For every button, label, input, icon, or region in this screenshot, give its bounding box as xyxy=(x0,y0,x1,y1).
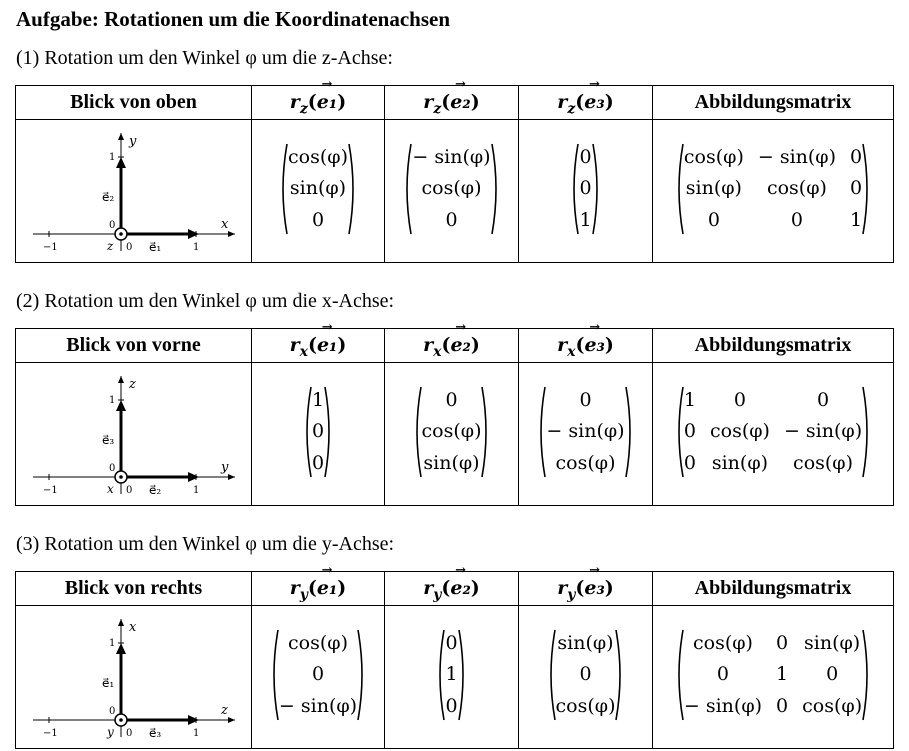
matrix-header: Abbildungsmatrix xyxy=(653,86,894,120)
matrix-entry: 0 xyxy=(776,631,789,654)
diagram-cell xyxy=(16,363,252,506)
matrix-entry: − sin(φ) xyxy=(757,145,837,168)
matrix-entry: 0 xyxy=(716,663,730,686)
h-vector-arrow-icon xyxy=(188,472,199,482)
h-axis-label: x xyxy=(220,217,228,232)
h-axis-arrow-icon xyxy=(228,231,235,237)
matrix-entry: cos(φ) xyxy=(421,177,482,200)
rotation-matrix xyxy=(674,143,872,235)
rotation-axis-subscript: x xyxy=(299,344,308,360)
matrix-entry: cos(φ) xyxy=(555,695,616,718)
column-vector xyxy=(402,143,500,235)
matrix-entry: 0 xyxy=(445,209,458,232)
image-vector-cell xyxy=(519,606,653,749)
left-paren xyxy=(536,386,546,478)
tick-label: −1 xyxy=(42,242,58,253)
right-paren xyxy=(458,629,468,721)
matrix-entry: 0 xyxy=(445,388,458,411)
v-vector-arrow-icon xyxy=(116,157,126,168)
matrix-entry: cos(φ) xyxy=(802,695,863,718)
matrix-entry: sin(φ) xyxy=(711,452,769,475)
v-vector-label: e⃗₃ xyxy=(101,433,114,447)
column-vector xyxy=(569,143,601,235)
basis-vector-label: → e₃ xyxy=(584,334,604,356)
matrix-entry: sin(φ) xyxy=(289,177,347,200)
normal-axis-dot-icon xyxy=(119,718,123,722)
tick-label: 1 xyxy=(108,152,115,163)
matrix-entry: − sin(φ) xyxy=(683,695,763,718)
matrix-entry: cos(φ) xyxy=(555,452,616,475)
right-paren xyxy=(348,143,358,235)
v-vector-arrow-icon xyxy=(116,400,126,411)
axis-diagram xyxy=(23,123,245,259)
v-axis-label: y xyxy=(128,134,136,149)
left-paren xyxy=(546,629,556,721)
right-paren xyxy=(862,386,872,478)
view-header: Blick von vorne xyxy=(16,329,252,363)
h-vector-label: e⃗₁ xyxy=(148,240,161,254)
basis-vector-label: → e₁ xyxy=(317,91,337,113)
rotation-matrix xyxy=(674,386,872,478)
matrix-header: Abbildungsmatrix xyxy=(653,329,894,363)
v-axis-label: x xyxy=(128,620,136,635)
diagram-cell xyxy=(16,606,252,749)
matrix-entry: sin(φ) xyxy=(685,177,742,200)
rotation-axis-subscript: y xyxy=(299,587,308,603)
tick-label: 1 xyxy=(108,638,115,649)
page-title: Aufgabe: Rotationen um die Koordinatenachsen xyxy=(16,7,451,31)
h-axis-label: y xyxy=(220,460,228,475)
matrix-entry: − sin(φ) xyxy=(278,695,358,718)
tick-label: 0 xyxy=(108,706,115,717)
h-vector-label: e⃗₃ xyxy=(148,726,161,740)
matrix-entry: 0 xyxy=(826,663,839,686)
matrix-entry: cos(φ) xyxy=(766,177,827,200)
matrix-entry: − sin(φ) xyxy=(783,420,863,443)
matrix-entry: 1 xyxy=(445,663,458,686)
normal-axis-label: y xyxy=(106,725,114,739)
left-paren xyxy=(435,629,445,721)
rotation-table xyxy=(15,328,894,506)
basis-vector-label: → e₁ xyxy=(317,577,337,599)
tick-label: 1 xyxy=(192,242,199,253)
h-axis-arrow-icon xyxy=(228,474,235,480)
matrix-entry: cos(φ) xyxy=(421,420,482,443)
normal-axis-dot-icon xyxy=(119,475,123,479)
right-paren xyxy=(324,386,334,478)
rotation-axis-subscript: x xyxy=(567,344,576,360)
rotation-axis-subscript: z xyxy=(299,101,308,117)
matrix-entry: cos(φ) xyxy=(793,452,854,475)
image-vector-cell xyxy=(519,363,653,506)
basis-vector-label: → e₃ xyxy=(584,91,604,113)
v-vector-arrow-icon xyxy=(116,643,126,654)
matrix-entry: cos(φ) xyxy=(288,631,348,654)
right-paren xyxy=(592,143,602,235)
matrix-entry: 1 xyxy=(311,388,325,411)
image-vector-header: $r_z(\to e_1)$ xyxy=(252,86,385,120)
column-vector xyxy=(536,386,634,478)
right-paren xyxy=(491,143,501,235)
matrix-entry: sin(φ) xyxy=(423,452,480,475)
matrix-entry: 1 xyxy=(579,209,592,232)
image-vector-header: $r_y(\to e_2)$ xyxy=(385,572,519,606)
left-paren xyxy=(278,143,288,235)
section-heading: (3) Rotation um den Winkel φ um die y-Achse: xyxy=(16,533,395,555)
section-heading: (1) Rotation um den Winkel φ um die z-Achse: xyxy=(16,47,393,69)
left-paren xyxy=(269,629,279,721)
v-axis-label: z xyxy=(128,377,136,392)
matrix-entry: 1 xyxy=(776,663,789,686)
left-paren xyxy=(402,143,412,235)
column-vector xyxy=(546,629,626,721)
tick-label: −1 xyxy=(42,728,58,739)
axis-diagram xyxy=(23,609,245,745)
view-header: Blick von rechts xyxy=(16,572,252,606)
column-vector xyxy=(302,386,334,478)
image-vector-cell xyxy=(385,363,519,506)
tick-label: 1 xyxy=(192,728,199,739)
matrix-entry: 0 xyxy=(311,209,325,232)
matrix-entry: − sin(φ) xyxy=(412,145,491,168)
basis-vector-label: → e₁ xyxy=(317,334,337,356)
basis-vector-label: → e₂ xyxy=(450,91,470,113)
tick-label: 1 xyxy=(192,485,199,496)
image-vector-cell xyxy=(519,120,653,263)
matrix-entry: cos(φ) xyxy=(683,145,744,168)
left-paren xyxy=(412,386,422,478)
matrix-entry: − sin(φ) xyxy=(546,420,625,443)
image-vector-header: $r_z(\to e_3)$ xyxy=(519,86,653,120)
h-vector-arrow-icon xyxy=(188,715,199,725)
section-heading: (2) Rotation um den Winkel φ um die x-Achse: xyxy=(16,290,395,312)
rotation-axis-subscript: z xyxy=(433,101,442,117)
matrix-entry: 0 xyxy=(579,177,592,200)
matrix-entry: 0 xyxy=(311,663,325,686)
right-paren xyxy=(625,386,635,478)
matrix-entry: 0 xyxy=(579,388,592,411)
normal-axis-label: x xyxy=(106,482,114,496)
v-vector-label: e⃗₂ xyxy=(101,190,114,204)
tick-label: 0 xyxy=(108,220,115,231)
origin-label: 0 xyxy=(125,728,132,739)
left-paren xyxy=(569,143,579,235)
matrix-entry: sin(φ) xyxy=(557,631,614,654)
matrix-entry: cos(φ) xyxy=(709,420,770,443)
left-paren xyxy=(674,143,684,235)
matrix-entry: 0 xyxy=(733,388,747,411)
basis-vector-label: → e₃ xyxy=(584,577,604,599)
matrix-cell xyxy=(653,606,894,749)
matrix-header: Abbildungsmatrix xyxy=(653,572,894,606)
matrix-entry: 0 xyxy=(850,145,863,168)
image-vector-cell xyxy=(252,606,385,749)
rotation-axis-subscript: y xyxy=(433,587,442,603)
v-vector-label: e⃗₁ xyxy=(101,676,114,690)
left-paren xyxy=(674,629,684,721)
right-paren xyxy=(615,629,625,721)
tick-label: 1 xyxy=(108,395,115,406)
v-axis-arrow-icon xyxy=(118,133,124,140)
matrix-entry: 0 xyxy=(683,452,696,475)
right-paren xyxy=(481,386,491,478)
normal-axis-label: z xyxy=(106,239,113,253)
matrix-entry: 0 xyxy=(816,388,830,411)
left-paren xyxy=(302,386,312,478)
right-paren xyxy=(862,143,872,235)
matrix-entry: 0 xyxy=(683,420,696,443)
h-axis-arrow-icon xyxy=(228,717,235,723)
basis-vector-label: → e₂ xyxy=(450,334,470,356)
matrix-entry: 1 xyxy=(683,388,696,411)
matrix-entry: 0 xyxy=(790,209,803,232)
tick-label: −1 xyxy=(42,485,58,496)
rotation-axis-subscript: y xyxy=(567,587,576,603)
column-vector xyxy=(435,629,467,721)
image-vector-cell xyxy=(252,120,385,263)
image-vector-header: $r_y(\to e_3)$ xyxy=(519,572,653,606)
rotation-axis-subscript: z xyxy=(567,101,576,117)
basis-vector-label: → e₂ xyxy=(450,577,470,599)
column-vector xyxy=(412,386,492,478)
matrix-entry: cos(φ) xyxy=(288,145,348,168)
image-vector-header: $r_y(\to e_1)$ xyxy=(252,572,385,606)
axis-diagram xyxy=(23,366,245,502)
rotation-matrix xyxy=(674,629,872,721)
tick-label: 0 xyxy=(108,463,115,474)
image-vector-header: $r_x(\to e_1)$ xyxy=(252,329,385,363)
matrix-entry: 0 xyxy=(707,209,720,232)
matrix-entry: 0 xyxy=(445,631,458,654)
image-vector-header: $r_z(\to e_2)$ xyxy=(385,86,519,120)
matrix-entry: 0 xyxy=(579,663,592,686)
image-vector-header: $r_x(\to e_3)$ xyxy=(519,329,653,363)
matrix-entry: 0 xyxy=(311,452,325,475)
rotation-table xyxy=(15,85,894,263)
matrix-cell xyxy=(653,363,894,506)
v-axis-arrow-icon xyxy=(118,376,124,383)
matrix-entry: 0 xyxy=(579,145,592,168)
matrix-entry: 0 xyxy=(445,695,458,718)
matrix-entry: 0 xyxy=(311,420,325,443)
right-paren xyxy=(862,629,872,721)
origin-label: 0 xyxy=(125,485,132,496)
matrix-entry: sin(φ) xyxy=(804,631,861,654)
normal-axis-dot-icon xyxy=(119,232,123,236)
h-vector-arrow-icon xyxy=(188,229,199,239)
matrix-entry: 0 xyxy=(776,695,789,718)
matrix-cell xyxy=(653,120,894,263)
right-paren xyxy=(357,629,367,721)
image-vector-header: $r_x(\to e_2)$ xyxy=(385,329,519,363)
h-vector-label: e⃗₂ xyxy=(148,483,161,497)
rotation-axis-subscript: x xyxy=(433,344,442,360)
column-vector xyxy=(278,143,358,235)
h-axis-label: z xyxy=(220,703,228,718)
column-vector xyxy=(269,629,367,721)
origin-label: 0 xyxy=(125,242,132,253)
matrix-entry: cos(φ) xyxy=(692,631,753,654)
left-paren xyxy=(674,386,684,478)
image-vector-cell xyxy=(385,606,519,749)
rotation-table xyxy=(15,571,894,749)
matrix-entry: 1 xyxy=(850,209,863,232)
v-axis-arrow-icon xyxy=(118,619,124,626)
view-header: Blick von oben xyxy=(16,86,252,120)
diagram-cell xyxy=(16,120,252,263)
image-vector-cell xyxy=(385,120,519,263)
matrix-entry: 0 xyxy=(850,177,863,200)
image-vector-cell xyxy=(252,363,385,506)
